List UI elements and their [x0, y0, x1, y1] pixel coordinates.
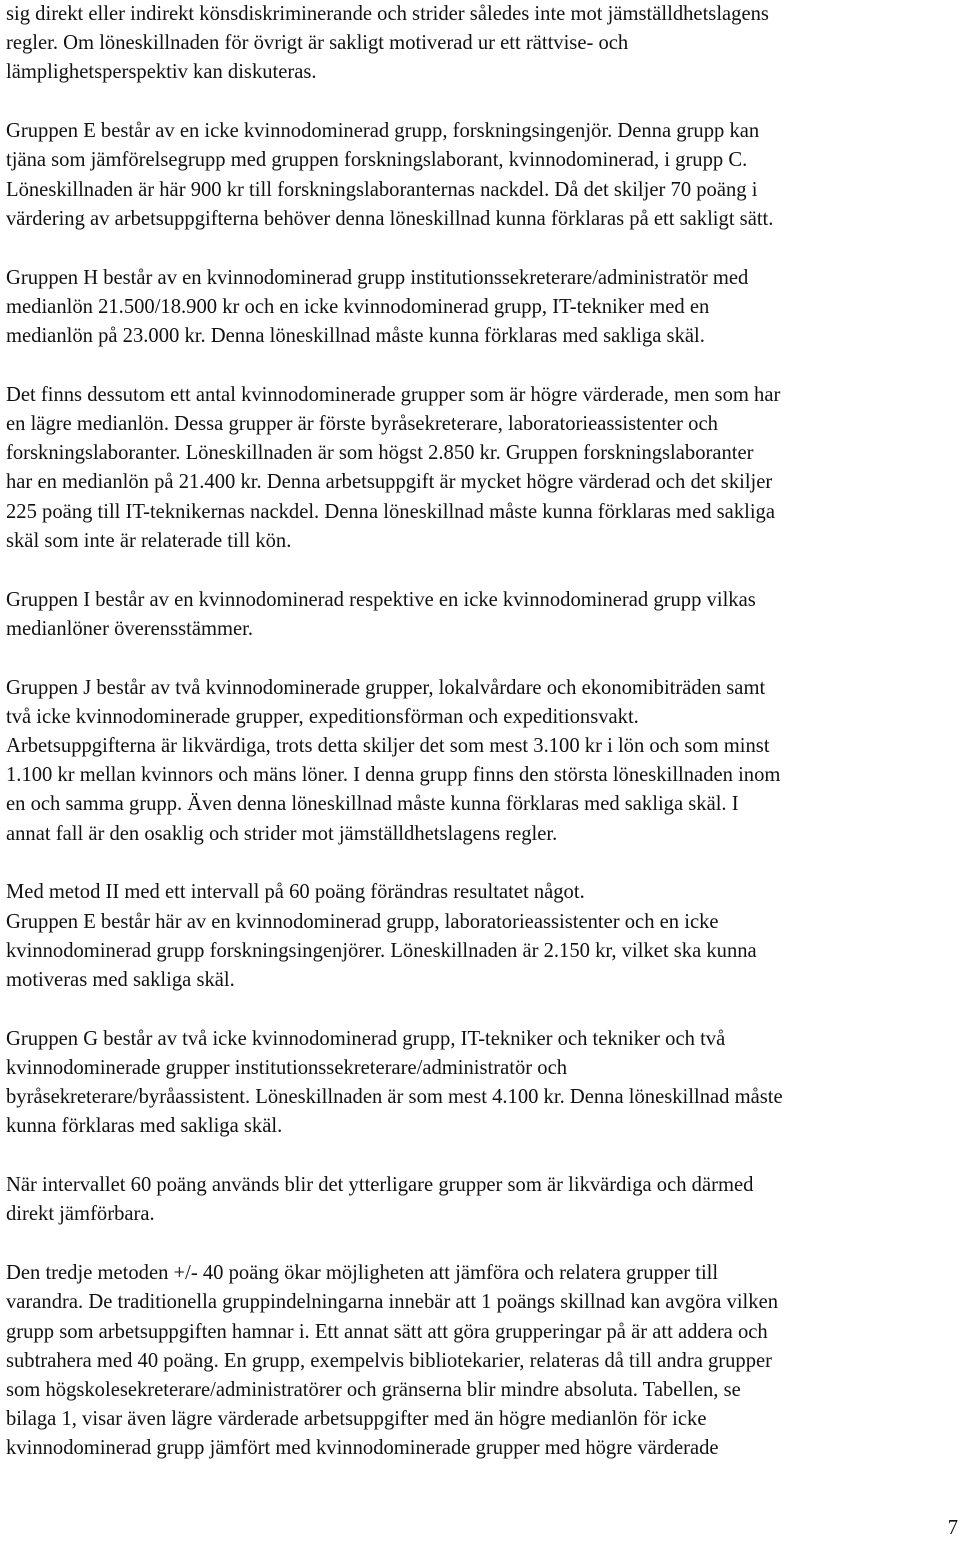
text-line: Gruppen E består här av en kvinnodominerad grupp, laboratorieassistenter och en icke	[6, 910, 719, 933]
text-line: en lägre medianlön. Dessa grupper är förste byråsekreterare, laboratorieassistenter och	[6, 413, 718, 436]
text-line: direkt jämförbara.	[6, 1203, 155, 1226]
text-line: medianlöner överensstämmer.	[6, 617, 254, 640]
text-line: Löneskillnaden är här 900 kr till forskningslaboranternas nackdel. Då det skiljer 70 poäng i	[6, 178, 758, 201]
text-line: skäl som inte är relaterade till kön.	[6, 529, 292, 552]
paragraph	[6, 1025, 958, 1142]
text-line: en och samma grupp. Även denna löneskillnad måste kunna förklaras med sakliga skäl. I	[6, 793, 739, 816]
paragraph	[6, 0, 958, 88]
text-line: medianlön på 23.000 kr. Denna löneskillnad måste kunna förklaras med sakliga skäl.	[6, 325, 705, 348]
text-line: som högskolesekreterare/administratörer och gränserna blir mindre absoluta. Tabellen, se	[6, 1379, 741, 1402]
text-line: har en medianlön på 21.400 kr. Denna arbetsuppgift är mycket högre värderad och det skiljer	[6, 471, 773, 494]
text-line: Gruppen J består av två kvinnodominerade grupper, lokalvårdare och ekonomibiträden samt	[6, 676, 766, 699]
paragraph	[6, 1259, 958, 1463]
text-line: regler. Om löneskillnaden för övrigt är sakligt motiverad ur ett rättvise- och	[6, 32, 629, 55]
text-line: Gruppen E består av en icke kvinnodominerad grupp, forskningsingenjör. Denna grupp kan	[6, 120, 760, 143]
text-line: När intervallet 60 poäng används blir det ytterligare grupper som är likvärdiga och därmed	[6, 1174, 754, 1197]
text-line: tjäna som jämförelsegrupp med gruppen forskningslaborant, kvinnodominerad, i grupp C.	[6, 149, 748, 172]
text-line: lämplighetsperspektiv kan diskuteras.	[6, 61, 317, 84]
text-line: 225 poäng till IT-teknikernas nackdel. Denna löneskillnad måste kunna förklaras med sakliga	[6, 500, 775, 523]
text-line: medianlön 21.500/18.900 kr och en icke kvinnodominerad grupp, IT-tekniker med en	[6, 295, 710, 318]
paragraph	[6, 381, 958, 556]
text-line: byråsekreterare/byråassistent. Löneskillnaden är som mest 4.100 kr. Denna löneskillnad måste	[6, 1086, 783, 1109]
text-line: två icke kvinnodominerade grupper, expeditionsförman och expeditionsvakt.	[6, 705, 639, 728]
paragraph	[6, 878, 958, 995]
text-line: kvinnodominerad grupp jämfört med kvinnodominerade grupper med högre värderade	[6, 1437, 719, 1460]
paragraph	[6, 586, 958, 644]
text-line: Med metod II med ett intervall på 60 poäng förändras resultatet något.	[6, 881, 585, 904]
text-line: Arbetsuppgifterna är likvärdiga, trots detta skiljer det som mest 3.100 kr i lön och som minst	[6, 735, 770, 758]
paragraph	[6, 264, 958, 352]
text-line: 1.100 kr mellan kvinnors och mäns löner. I denna grupp finns den största löneskillnaden inom	[6, 764, 781, 787]
text-line: Gruppen I består av en kvinnodominerad respektive en icke kvinnodominerad grupp vilkas	[6, 588, 756, 611]
text-line: annat fall är den osaklig och strider mot jämställdhetslagens regler.	[6, 822, 558, 845]
text-line: kunna förklaras med sakliga skäl.	[6, 1115, 283, 1138]
text-line: motiveras med sakliga skäl.	[6, 969, 235, 992]
text-line: kvinnodominerade grupper institutionssekreterare/administratör och	[6, 1057, 568, 1080]
paragraph	[6, 117, 958, 234]
text-line: varandra. De traditionella gruppindelningarna innebär att 1 poängs skillnad kan avgöra vilken	[6, 1291, 779, 1314]
text-line: subtrahera med 40 poäng. En grupp, exempelvis bibliotekarier, relateras då till andra grupper	[6, 1349, 773, 1372]
document-page	[6, 0, 958, 1493]
text-line: forskningslaboranter. Löneskillnaden är som högst 2.850 kr. Gruppen forskningslaboranter	[6, 442, 754, 465]
text-line: Gruppen H består av en kvinnodominerad grupp institutionssekreterare/administratör med	[6, 266, 749, 289]
text-line: Den tredje metoden +/- 40 poäng ökar möjligheten att jämföra och relatera grupper till	[6, 1262, 719, 1285]
paragraph	[6, 674, 958, 849]
text-line: grupp som arbetsuppgiften hamnar i. Ett annat sätt att göra grupperingar på är att addera och	[6, 1320, 768, 1343]
text-line: bilaga 1, visar även lägre värderade arbetsuppgifter med än högre medianlön för icke	[6, 1408, 707, 1431]
text-line: sig direkt eller indirekt könsdiskriminerande och strider således inte mot jämställdhetslagens	[6, 3, 769, 25]
text-line: värdering av arbetsuppgifterna behöver denna löneskillnad kunna förklaras på ett sakligt sätt.	[6, 207, 774, 230]
page-number: 7	[947, 1517, 958, 1539]
text-line: kvinnodominerad grupp forskningsingenjörer. Löneskillnaden är 2.150 kr, vilket ska kunna	[6, 939, 757, 962]
text-line: Det finns dessutom ett antal kvinnodominerade grupper som är högre värderade, men som har	[6, 383, 781, 406]
text-line: Gruppen G består av två icke kvinnodominerad grupp, IT-tekniker och tekniker och två	[6, 1027, 726, 1050]
paragraph	[6, 1171, 958, 1229]
